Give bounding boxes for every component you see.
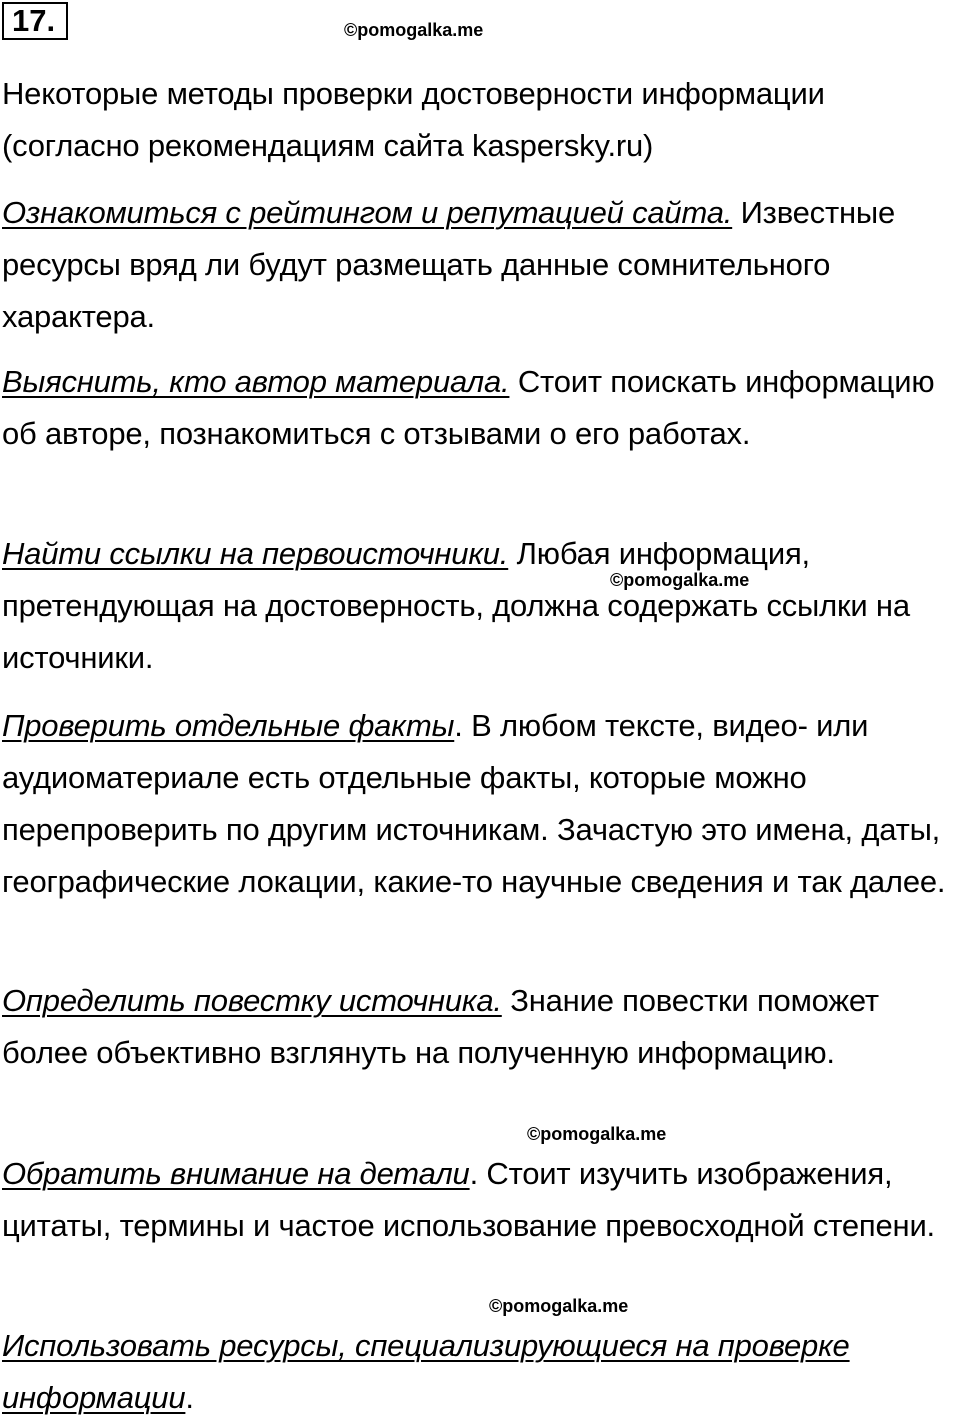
watermark: ©pomogalka.me — [610, 570, 750, 590]
method-heading: Найти ссылки на первоисточники. — [2, 536, 509, 571]
watermark: ©pomogalka.me — [344, 20, 484, 40]
watermark: ©pomogalka.me — [527, 1124, 667, 1144]
method-item — [2, 356, 958, 460]
method-item — [2, 975, 958, 1079]
method-text: Стоит поискать информацию об авторе, познакомиться с отзывами о его работах. — [2, 364, 935, 451]
method-item — [2, 700, 958, 908]
method-text: . В любом тексте, видео- или аудиоматериале есть отдельные факты, которые можно перепроверить по другим источникам. Зачастую это имена, даты, географические локации, какие-то научные сведения и так далее. — [2, 708, 946, 899]
method-text: Известные ресурсы вряд ли будут размещать данные сомнительного характера. — [2, 195, 895, 334]
method-heading: Выяснить, кто автор материала. — [2, 364, 510, 399]
method-item — [2, 1148, 958, 1252]
method-heading: Использовать ресурсы, специализирующиеся на проверке информации — [2, 1328, 850, 1415]
method-text: . Стоит изучить изображения, цитаты, термины и частое использование превосходной степени. — [2, 1156, 935, 1243]
task-number: 17. — [2, 2, 68, 40]
method-heading: Обратить внимание на детали — [2, 1156, 470, 1191]
method-heading: Проверить отдельные факты — [2, 708, 455, 743]
method-text: . — [185, 1380, 194, 1415]
watermark: ©pomogalka.me — [489, 1296, 629, 1316]
method-item — [2, 1320, 958, 1424]
method-heading: Ознакомиться с рейтингом и репутацией сайта. — [2, 195, 733, 230]
page-title: Некоторые методы проверки достоверности информации (согласно рекомендациям сайта kaspersky.ru) — [2, 76, 825, 163]
method-text: Знание повестки поможет более объективно взглянуть на полученную информацию. — [2, 983, 879, 1070]
method-heading: Определить повестку источника. — [2, 983, 502, 1018]
method-item — [2, 187, 958, 343]
method-item — [2, 528, 958, 684]
method-text: Любая информация, претендующая на достоверность, должна содержать ссылки на источники. — [2, 536, 910, 675]
